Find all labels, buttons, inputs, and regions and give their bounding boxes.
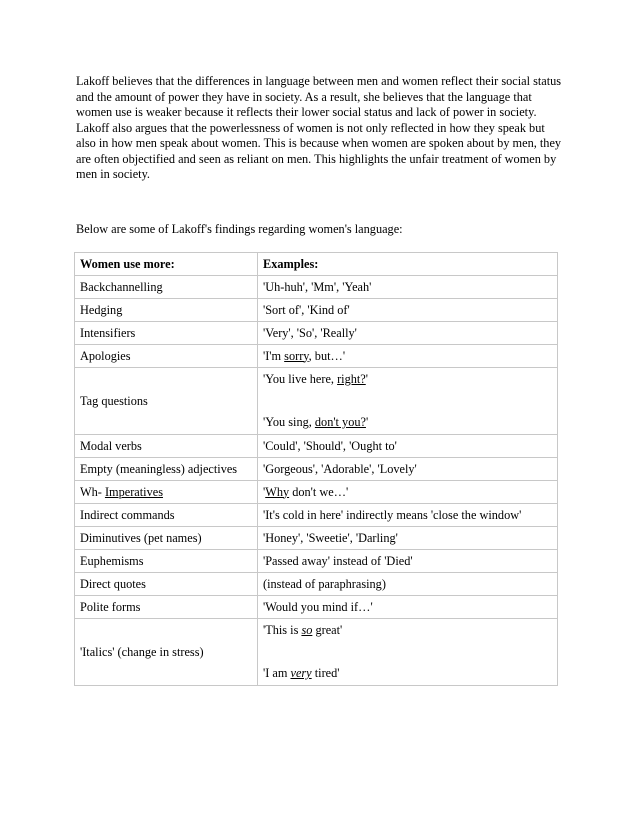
table-row [75, 573, 558, 596]
row-label: Hedging [75, 299, 258, 322]
example-underlined: don't you? [314, 415, 366, 429]
row-example: 'Could', 'Should', 'Ought to' [258, 435, 558, 458]
example-text: ' [365, 415, 369, 429]
table-row [75, 550, 558, 573]
example-stressed-word: so [301, 623, 313, 637]
row-label: Diminutives (pet names) [75, 527, 258, 550]
example-line [263, 666, 552, 681]
example-text: 'You sing, [263, 415, 315, 429]
row-label: Modal verbs [75, 435, 258, 458]
row-example: (instead of paraphrasing) [258, 573, 558, 596]
table-row [75, 481, 558, 504]
row-label: 'Italics' (change in stress) [75, 619, 258, 686]
example-underlined: right? [337, 372, 366, 386]
row-example [258, 345, 558, 368]
row-example [258, 481, 558, 504]
example-text: tired' [311, 666, 340, 680]
row-label: Polite forms [75, 596, 258, 619]
table-row [75, 596, 558, 619]
row-example: 'Uh-huh', 'Mm', 'Yeah' [258, 276, 558, 299]
example-text: 'This is [263, 623, 302, 637]
row-label: Euphemisms [75, 550, 258, 573]
example-text: don't we…' [289, 484, 349, 499]
row-label: Direct quotes [75, 573, 258, 596]
table-row [75, 276, 558, 299]
row-example [258, 619, 558, 686]
row-label: Apologies [75, 345, 258, 368]
table-row [75, 527, 558, 550]
row-label: Backchannelling [75, 276, 258, 299]
row-example: 'It's cold in here' indirectly means 'close the window' [258, 504, 558, 527]
table-row [75, 619, 558, 686]
row-label: Tag questions [75, 368, 258, 435]
table-row [75, 322, 558, 345]
row-example: 'Gorgeous', 'Adorable', 'Lovely' [258, 458, 558, 481]
example-stressed-word: very [290, 666, 312, 680]
example-line [263, 372, 552, 387]
intro-paragraph-1: Lakoff believes that the differences in language between men and women reflect their social status and the amount of power they have in society. As a result, she believes that the language that women use is weaker because it reflects their lower social status and lack of power in society. [76, 74, 562, 119]
table-row [75, 504, 558, 527]
intro-paragraph-2: Lakoff also argues that the powerlessness of women is not only reflected in how they speak but also in how men speak about women. This is because when women are spoken about by men, they are often objectified and seen as reliant on men. This highlights the unfair treatment of women by men in society. [76, 120, 562, 181]
example-text: ' [365, 372, 368, 386]
table-row [75, 368, 558, 435]
example-text: 'I am [263, 666, 291, 680]
table-row [75, 458, 558, 481]
row-example: 'Sort of', 'Kind of' [258, 299, 558, 322]
label-text: Wh- [80, 484, 105, 499]
row-label: Intensifiers [75, 322, 258, 345]
row-label: Empty (meaningless) adjectives [75, 458, 258, 481]
intro-text [76, 74, 562, 183]
row-example: 'Honey', 'Sweetie', 'Darling' [258, 527, 558, 550]
table-lead-sentence: Below are some of Lakoff's findings regarding women's language: [76, 222, 403, 236]
example-text: 'I'm [263, 348, 285, 363]
row-example [258, 368, 558, 435]
row-label: Indirect commands [75, 504, 258, 527]
row-example: 'Would you mind if…' [258, 596, 558, 619]
label-underlined: Imperatives [104, 484, 163, 499]
table-header-row [75, 253, 558, 276]
row-example: 'Passed away' instead of 'Died' [258, 550, 558, 573]
example-text: ' [263, 484, 266, 499]
example-text: , but…' [308, 348, 346, 363]
example-line [263, 623, 552, 638]
example-text: great' [312, 623, 343, 637]
header-women-use-more: Women use more: [75, 253, 258, 276]
row-example: 'Very', 'So', 'Really' [258, 322, 558, 345]
header-examples: Examples: [258, 253, 558, 276]
findings-table [74, 252, 558, 686]
example-text: 'You live here, [263, 372, 338, 386]
table-row [75, 345, 558, 368]
example-underlined: sorry [284, 348, 309, 363]
row-label [75, 481, 258, 504]
table-row [75, 299, 558, 322]
example-underlined: Why [265, 484, 290, 499]
table-row [75, 435, 558, 458]
example-line [263, 415, 552, 430]
